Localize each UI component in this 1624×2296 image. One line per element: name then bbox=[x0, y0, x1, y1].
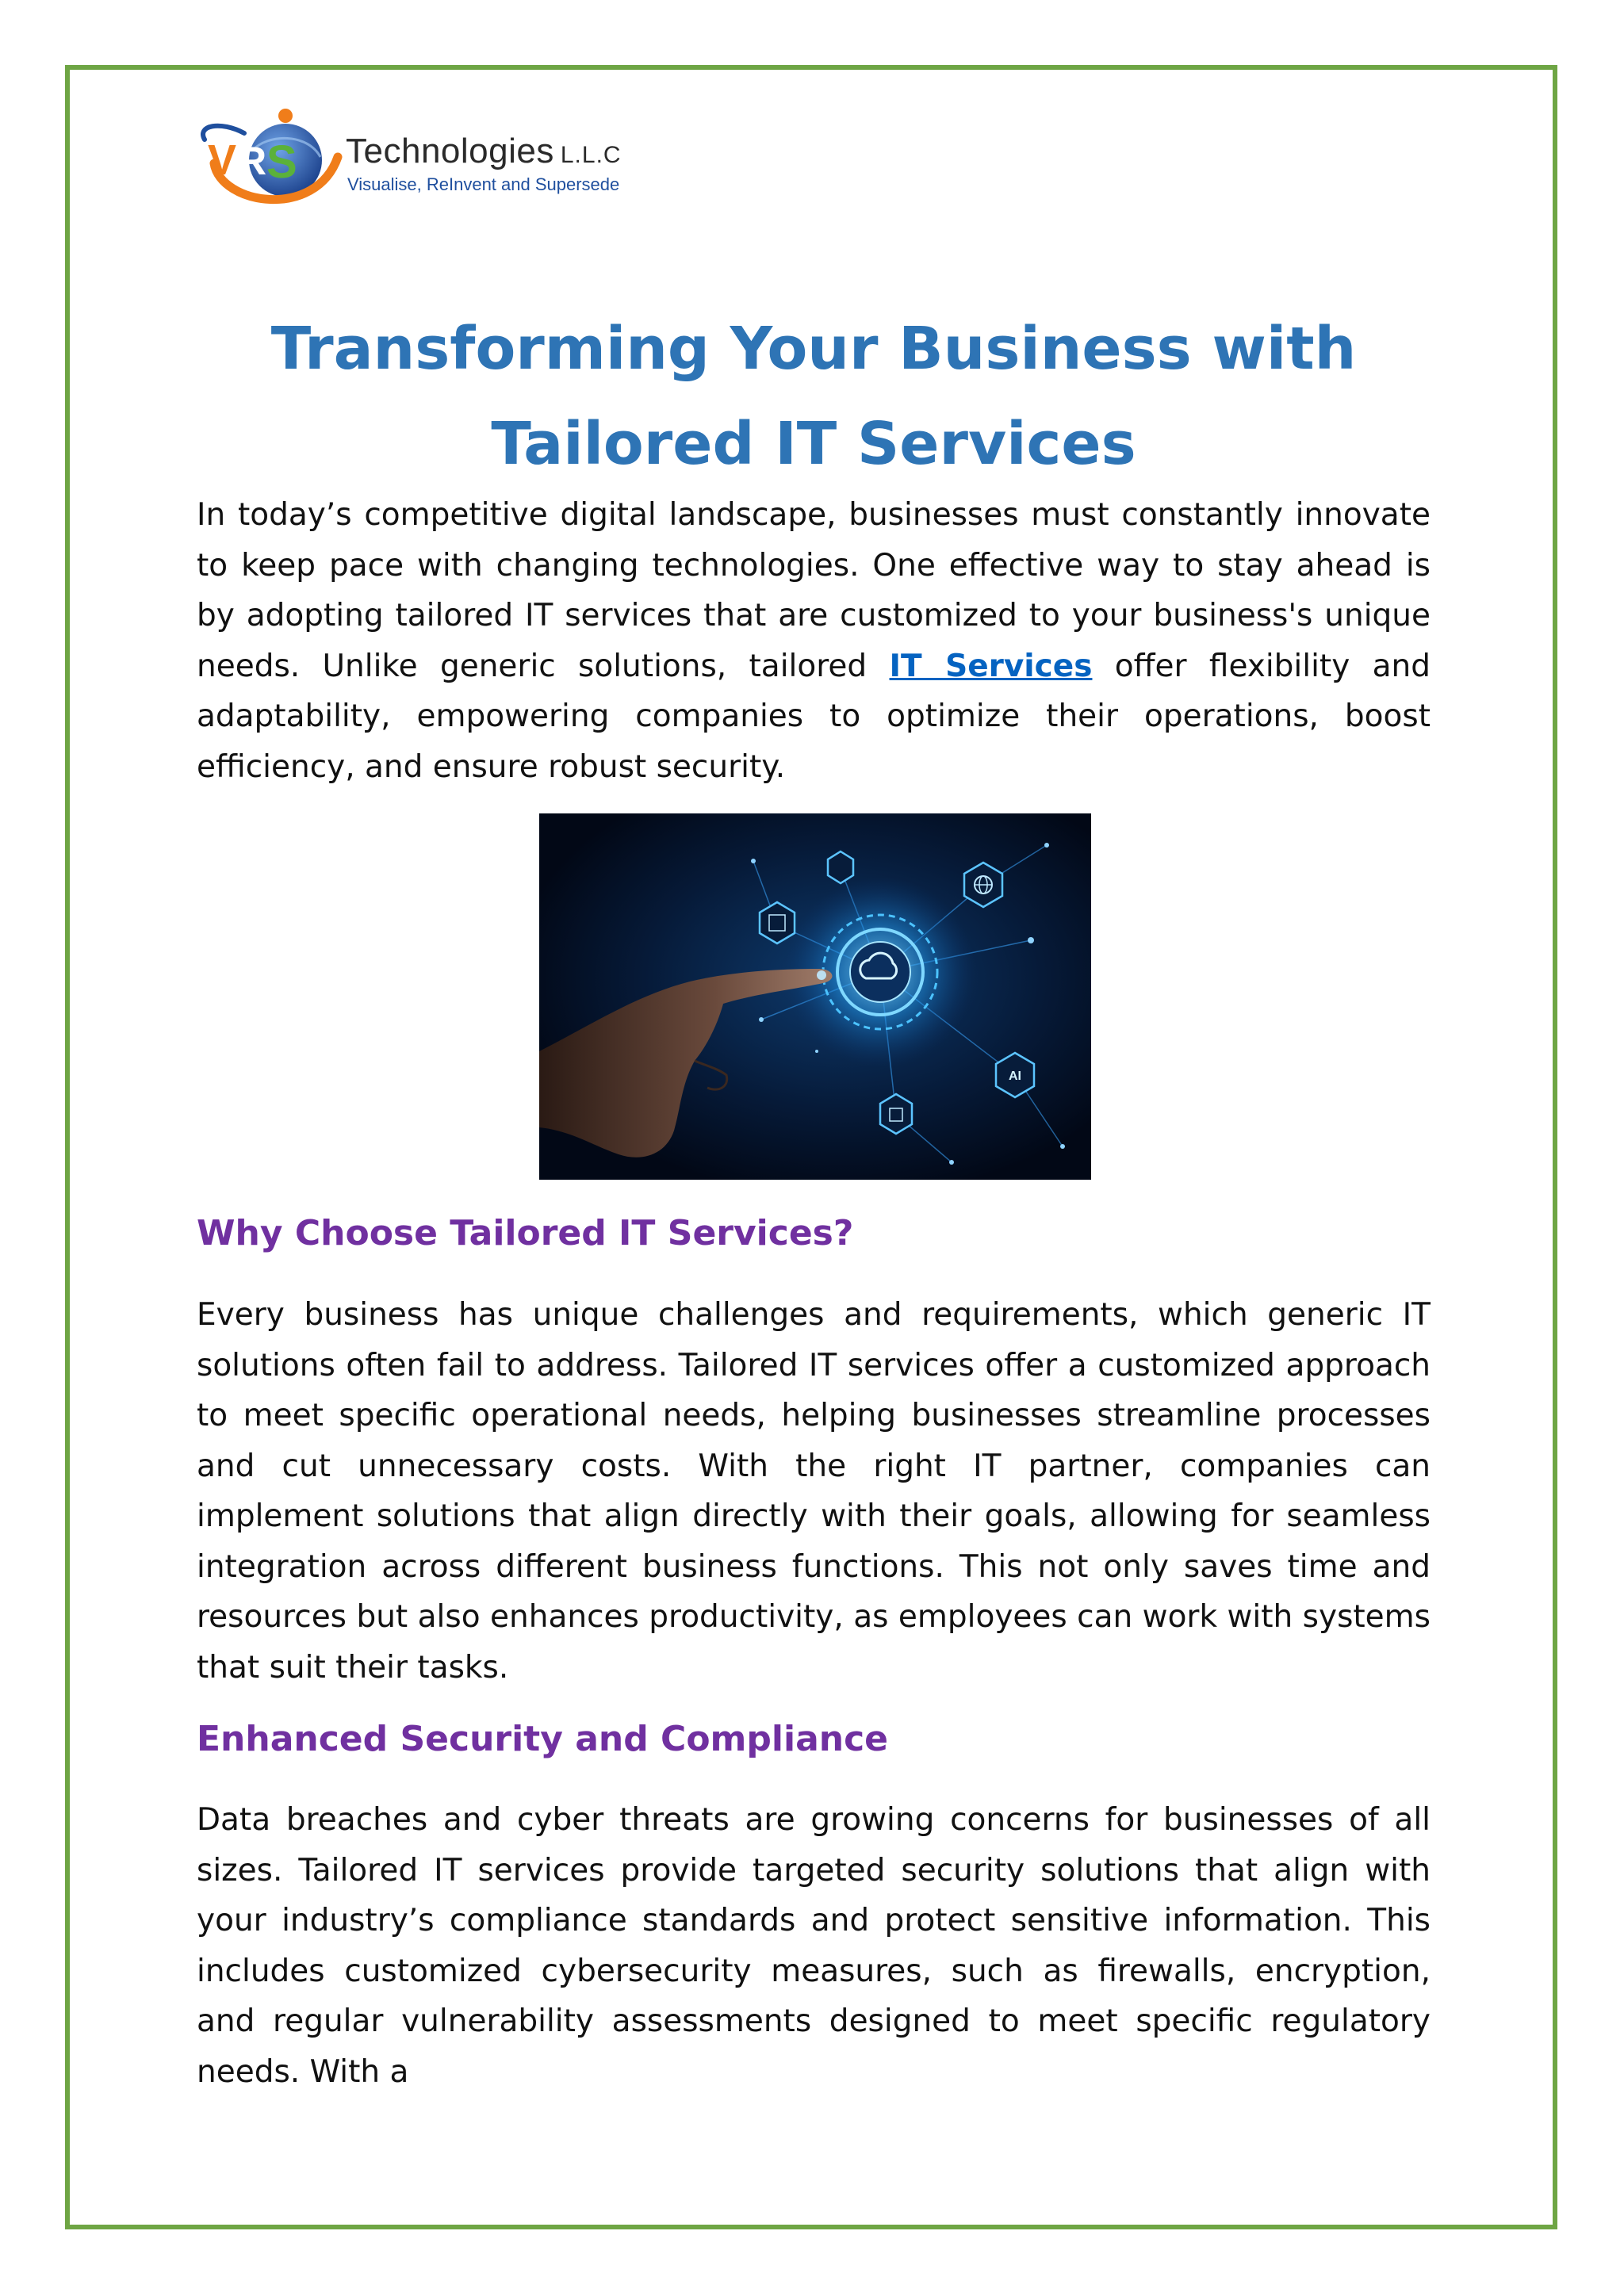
section-body-why-choose: Every business has unique challenges and requirements, which generic IT solutions often fail to address. Tailored IT services offer a customized approach to meet specific operational needs, helping businesses streamline processes and cut unnecessary costs. With the right IT partner, companies can implement solutions that align directly with their goals, allowing for seamless integration across different business functions. This not only saves time and resources but also enhances productivity, as employees can work with systems that suit their tasks. bbox=[197, 1297, 1431, 1686]
section-body-security: Data breaches and cyber threats are growing concerns for businesses of all sizes. Tailored IT services provide targeted security solutions that align with your industry’s compliance standards and protect sensitive information. This includes customized cybersecurity measures, such as firewalls, encryption, and regular vulnerability assessments designed to meet specific regulatory needs. With a bbox=[197, 1802, 1431, 2090]
digital-network-illustration bbox=[539, 813, 1091, 1180]
intro-text-after: offer flexibility and adaptability, empowering companies to optimize their operations, boost efficiency, and ensure robust security. bbox=[197, 648, 1431, 785]
intro-text-before: In today’s competitive digital landscape, businesses must constantly innovate to keep pace with changing technologies. One effective way to stay ahead is by adopting tailored IT services that are customized to your business's unique needs. Unlike generic solutions, tailored bbox=[197, 497, 1431, 684]
ai-label: AI bbox=[1009, 1070, 1021, 1083]
logo-mark-s: S bbox=[266, 136, 297, 188]
logo-company-name bbox=[346, 132, 622, 171]
logo-globe-icon bbox=[197, 101, 347, 220]
hero-image bbox=[539, 813, 1091, 1180]
logo-tagline: Visualise, ReInvent and Supersede bbox=[347, 174, 620, 194]
logo-mark-v: V bbox=[208, 136, 237, 184]
section-heading-why-choose: Why Choose Tailored IT Services? bbox=[197, 1213, 854, 1253]
section-heading-security: Enhanced Security and Compliance bbox=[197, 1719, 889, 1759]
company-logo[interactable] bbox=[197, 101, 672, 228]
logo-mark-r: R bbox=[238, 139, 267, 183]
intro-paragraph bbox=[197, 490, 1431, 792]
page-title: Transforming Your Business with Tailored IT Services bbox=[270, 315, 1357, 478]
node-hex-icon bbox=[828, 851, 853, 883]
chip-hex-icon bbox=[880, 1094, 912, 1134]
circuit-hex-icon bbox=[760, 902, 795, 943]
logo-name-text: Technologies bbox=[346, 132, 554, 170]
it-services-link[interactable]: IT Services bbox=[889, 648, 1093, 684]
logo-suffix-text: L.L.C bbox=[560, 142, 622, 168]
